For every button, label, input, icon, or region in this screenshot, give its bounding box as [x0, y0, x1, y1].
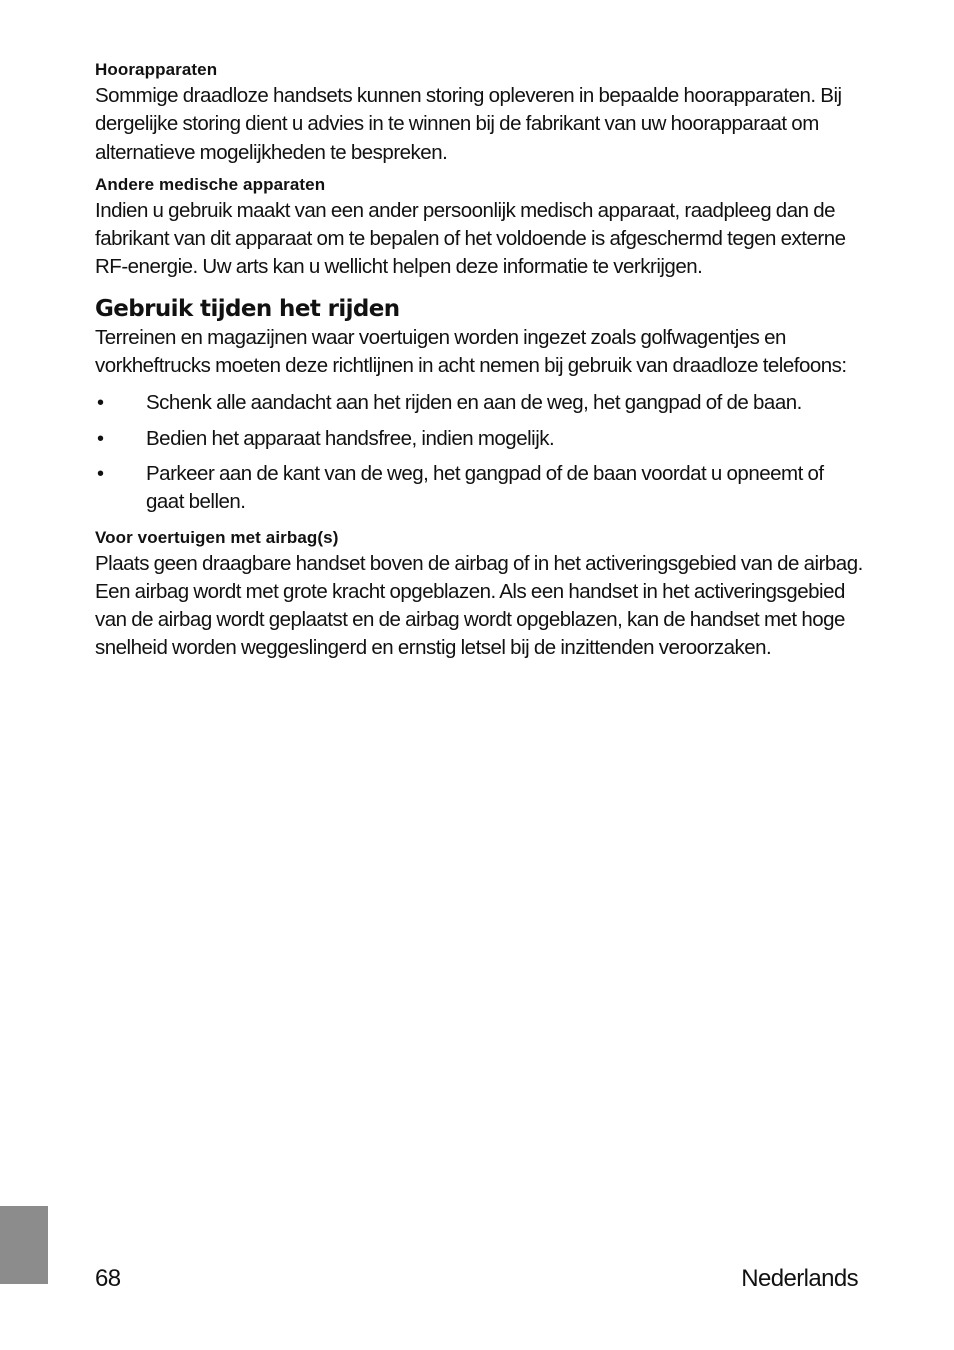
heading-medical-devices: Andere medische apparaten: [95, 174, 326, 194]
text-airbag: Plaats geen draagbare handset boven de airbag of in het activeringsgebied van de airbag. Een airbag wordt met grote kracht opgeblazen. Als een handset in het activeringsgebied van de airbag wordt geplaatst en de airbag wordt opgeblazen, kan de handset met hoge snelheid worden weggeslingerd en ernstig letsel bij de inzittenden veroorzaken.: [95, 551, 863, 660]
text-hearing-aids: Sommige draadloze handsets kunnen storing opleveren in bepaalde hoorapparaten. Bij dergelijke storing dient u advies in te winnen bij de fabrikant van uw hoorapparaat om alternatieve mogelijkheden te bespreken.: [95, 84, 842, 164]
page-number: 68: [95, 1265, 121, 1292]
list-item: [95, 460, 865, 517]
bullet-icon: •: [97, 392, 105, 415]
list-item: [95, 389, 865, 417]
footer-language: Nederlands: [741, 1265, 858, 1292]
list-item: [95, 425, 865, 453]
text-medical-devices: Indien u gebruik maakt van een ander persoonlijk medisch apparaat, raadpleeg dan de fabrikant van dit apparaat om te bepalen of het voldoende is afgeschermd tegen externe RF-energie. Uw arts kan u wellicht helpen deze informatie te verkrijgen.: [95, 198, 846, 279]
bullet-text: Bedien het apparaat handsfree, indien mogelijk.: [146, 426, 555, 450]
page-content: [95, 58, 865, 663]
language-tab-marker: [0, 1206, 48, 1284]
heading-airbag: Voor voertuigen met airbag(s): [95, 527, 339, 547]
bullet-icon: •: [97, 427, 105, 450]
bullet-text: Parkeer aan de kant van de weg, het gangpad of de baan voordat u opneemt of gaat bellen.: [146, 461, 824, 514]
bullet-icon: •: [97, 462, 105, 485]
bullet-text: Schenk alle aandacht aan het rijden en aan de weg, het gangpad of de baan.: [146, 391, 802, 415]
text-driving-intro: Terreinen en magazijnen waar voertuigen worden ingezet zoals golfwagentjes en vorkheftrucks moeten deze richtlijnen in acht nemen bij gebruik van draadloze telefoons:: [95, 325, 847, 378]
bullet-list-driving: [95, 389, 865, 516]
section-title-driving: Gebruik tijden het rijden: [95, 295, 400, 322]
heading-hearing-aids: Hoorapparaten: [95, 60, 218, 79]
